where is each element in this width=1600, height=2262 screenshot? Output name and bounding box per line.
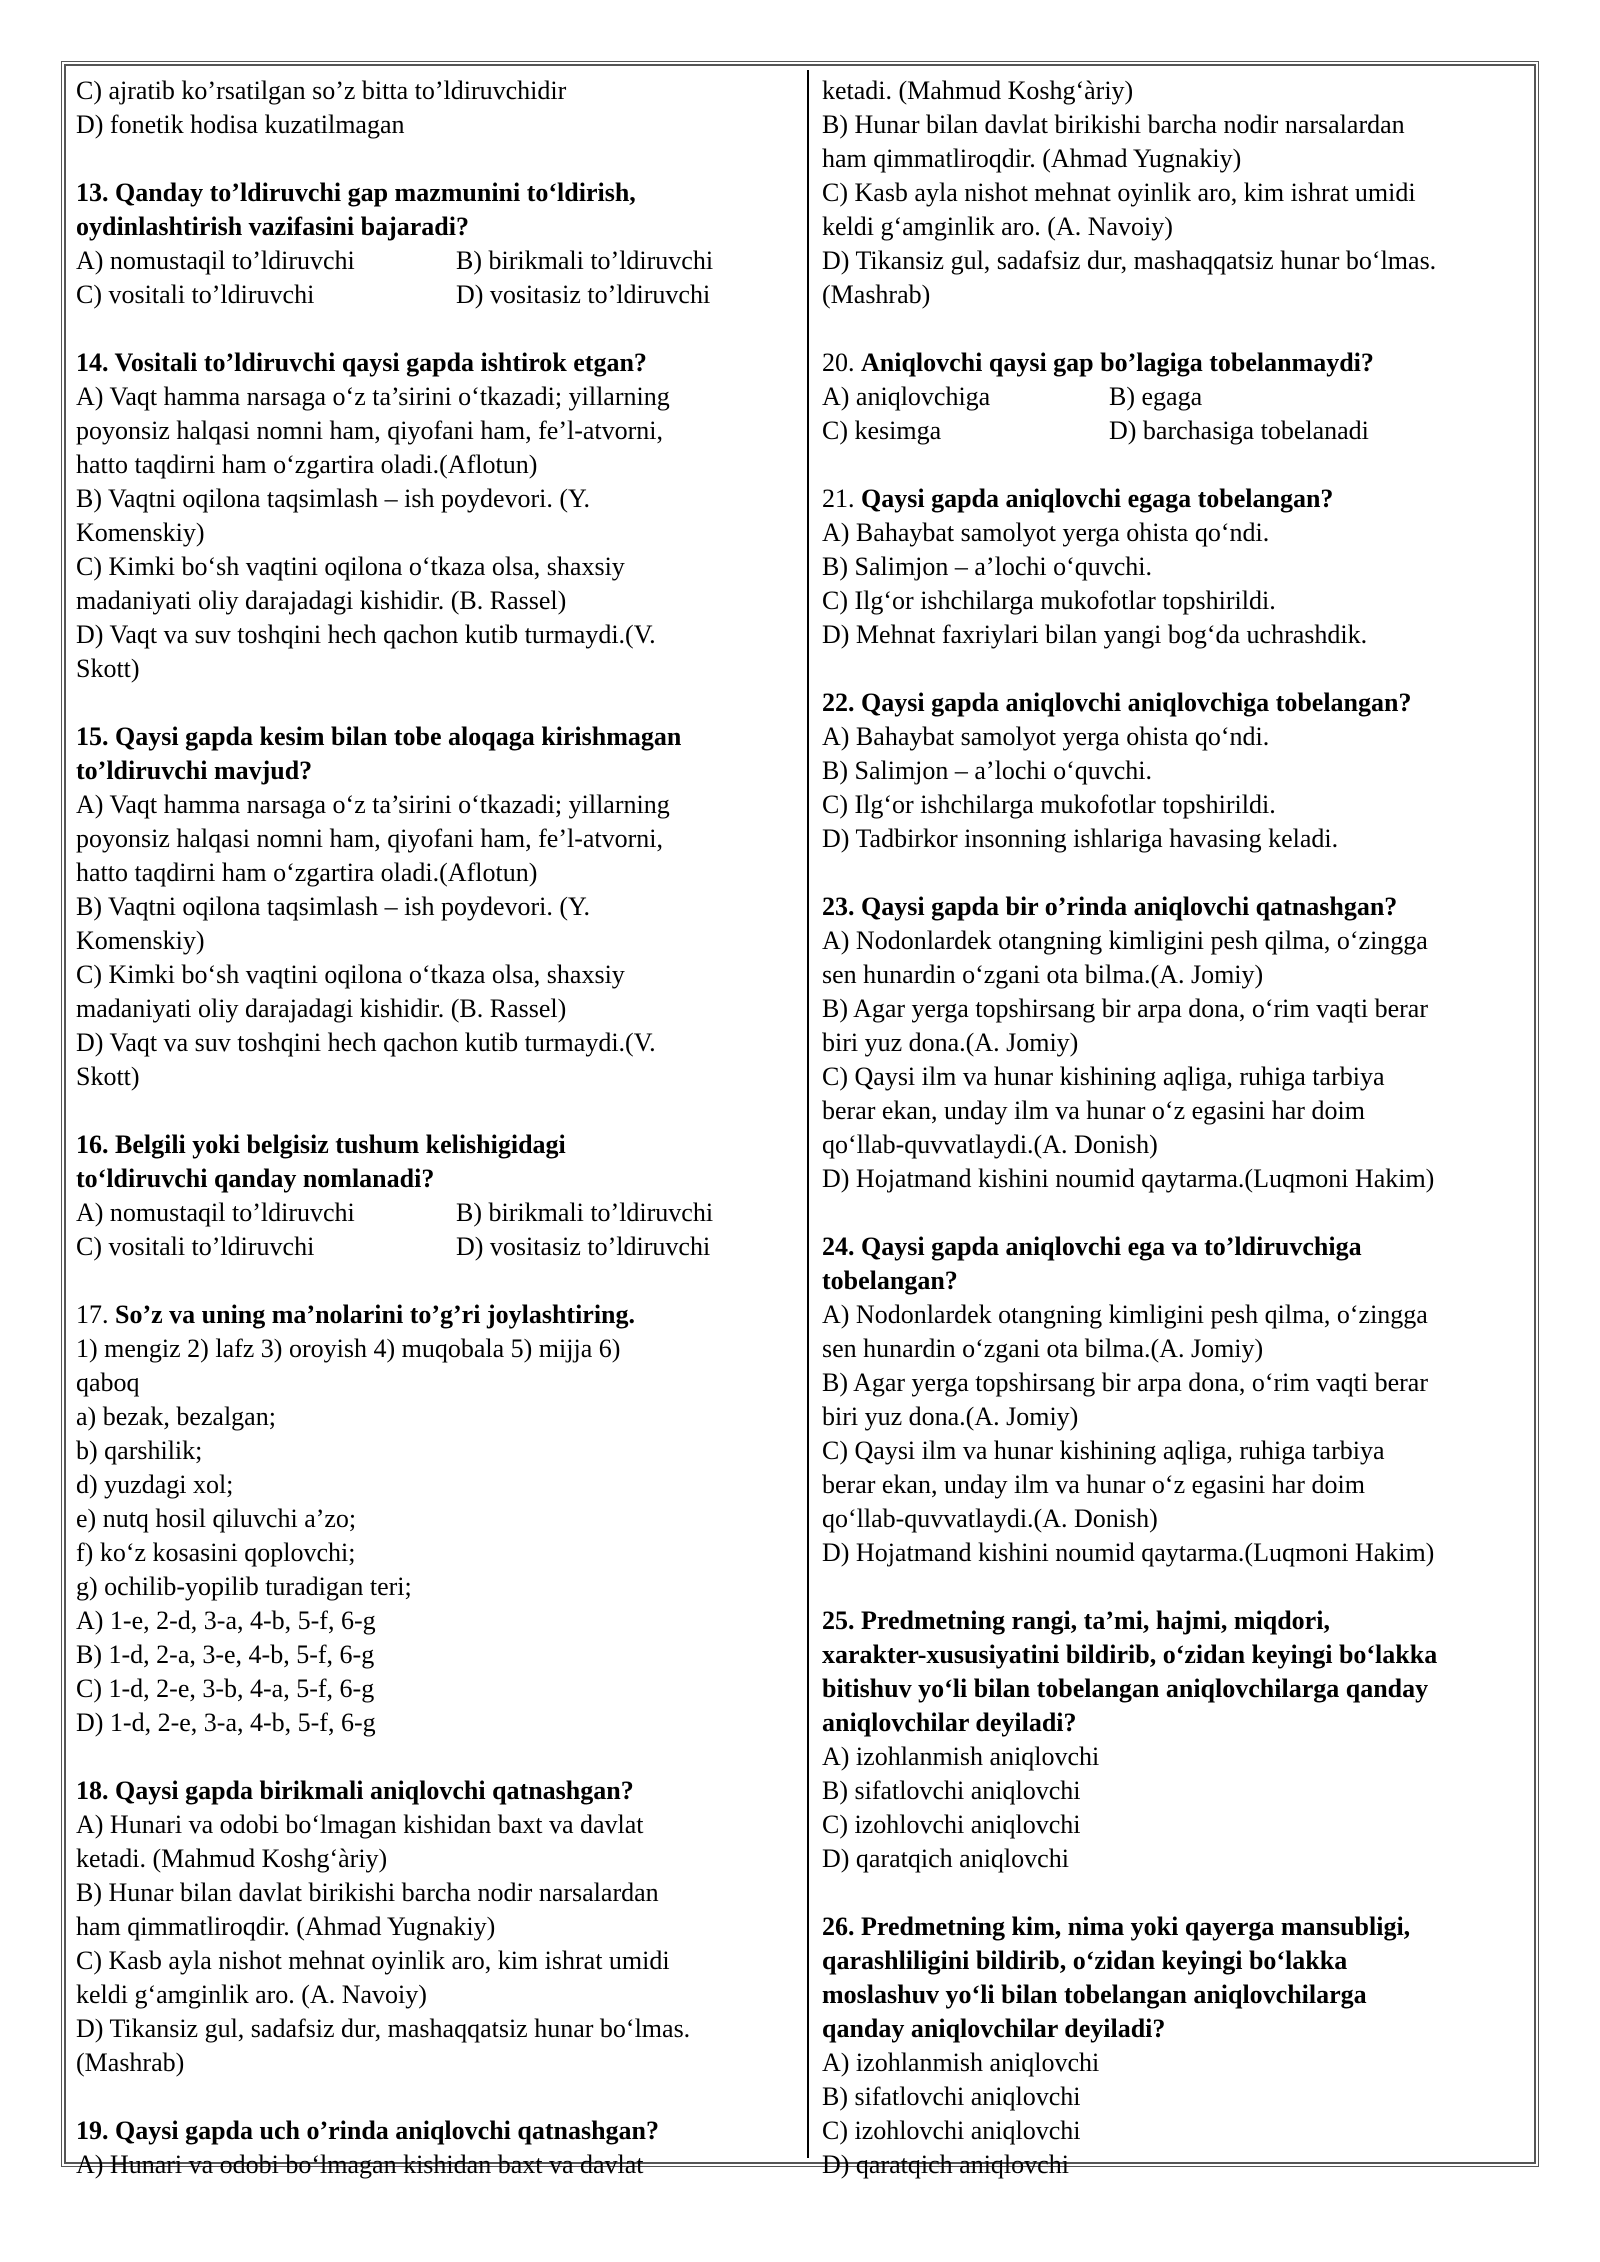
option-line: hatto taqdirni ham o‘zgartira oladi.(Aflotun) xyxy=(76,450,538,479)
option-line: C) Ilg‘or ishchilarga mukofotlar topshirildi. xyxy=(822,586,1276,615)
option-a: A) izohlanmish aniqlovchi xyxy=(822,2048,1100,2077)
option-line: f) ko‘z kosasini qoplovchi; xyxy=(76,1538,356,1567)
option-line: C) Kasb ayla nishot mehnat oyinlik aro, kim ishrat umidi xyxy=(822,178,1416,207)
question-title: moslashuv yo‘li bilan tobelangan aniqlovchilarga xyxy=(822,1980,1367,2009)
option-a: A) izohlanmish aniqlovchi xyxy=(822,1742,1100,1771)
question-text: Qaysi gapda aniqlovchi egaga tobelangan? xyxy=(861,484,1334,513)
left-column xyxy=(76,74,794,2179)
option-line: B) 1-d, 2-a, 3-e, 4-b, 5-f, 6-g xyxy=(76,1640,375,1669)
option-c: C) vositali to’ldiruvchi xyxy=(76,280,315,309)
option-line: qo‘llab-quvvatlaydi.(A. Donish) xyxy=(822,1504,1158,1533)
option-line: C) Qaysi ilm va hunar kishining aqliga, ruhiga tarbiya xyxy=(822,1436,1385,1465)
option-line: B) Agar yerga topshirsang bir arpa dona, o‘rim vaqti berar xyxy=(822,1368,1428,1397)
question-title: 22. Qaysi gapda aniqlovchi aniqlovchiga tobelangan? xyxy=(822,688,1412,717)
option-line: A) 1-e, 2-d, 3-a, 4-b, 5-f, 6-g xyxy=(76,1606,376,1635)
question-19 xyxy=(76,2114,794,2182)
question-title: 26. Predmetning kim, nima yoki qayerga mansubligi, xyxy=(822,1912,1411,1941)
option-line: ham qimmatliroqdir. (Ahmad Yugnakiy) xyxy=(76,1912,496,1941)
option-line: B) Salimjon – a’lochi o‘quvchi. xyxy=(822,552,1153,581)
option-line: D) Tikansiz gul, sadafsiz dur, mashaqqatsiz hunar bo‘lmas. xyxy=(822,246,1437,275)
option-line: B) Hunar bilan davlat birikishi barcha nodir narsalardan xyxy=(76,1878,659,1907)
option-line: biri yuz dona.(A. Jomiy) xyxy=(822,1028,1079,1057)
option-line: berar ekan, unday ilm va hunar o‘z egasini har doim xyxy=(822,1470,1365,1499)
option-line: Komenskiy) xyxy=(76,926,205,955)
option-line: C) Qaysi ilm va hunar kishining aqliga, ruhiga tarbiya xyxy=(822,1062,1385,1091)
option-line: D) Vaqt va suv toshqini hech qachon kutib turmaydi.(V. xyxy=(76,620,656,649)
question-20 xyxy=(822,346,1528,448)
column-divider xyxy=(807,70,809,2158)
option-line: D) Hojatmand kishini noumid qaytarma.(Luqmoni Hakim) xyxy=(822,1164,1435,1193)
option-line: B) Vaqtni oqilona taqsimlash – ish poydevori. (Y. xyxy=(76,892,590,921)
question-title: qarashliligini bildirib, o‘zidan keyingi bo‘lakka xyxy=(822,1946,1348,1975)
option-line: D) 1-d, 2-e, 3-a, 4-b, 5-f, 6-g xyxy=(76,1708,376,1737)
question-title: 23. Qaysi gapda bir o’rinda aniqlovchi qatnashgan? xyxy=(822,892,1398,921)
question-23 xyxy=(822,890,1528,1196)
option-line: ketadi. (Mahmud Koshg‘àriy) xyxy=(76,1844,388,1873)
question-number: 21. xyxy=(822,484,861,513)
option-line: D) Tikansiz gul, sadafsiz dur, mashaqqatsiz hunar bo‘lmas. xyxy=(76,2014,691,2043)
option-a: A) nomustaqil to’ldiruvchi xyxy=(76,1198,355,1227)
question-18 xyxy=(76,1774,794,2080)
option-line: g) ochilib-yopilib turadigan teri; xyxy=(76,1572,412,1601)
option-line: sen hunardin o‘zgani ota bilma.(A. Jomiy) xyxy=(822,1334,1264,1363)
question-title xyxy=(822,346,1528,380)
option-line: keldi g‘amginlik aro. (A. Navoiy) xyxy=(76,1980,427,2009)
question-13 xyxy=(76,176,794,312)
question-title: xarakter-xususiyatini bildirib, o‘zidan keyingi bo‘lakka xyxy=(822,1640,1438,1669)
option-line: A) Hunari va odobi bo‘lmagan kishidan baxt va davlat xyxy=(76,2150,644,2179)
option-line: A) Bahaybat samolyot yerga ohista qo‘ndi. xyxy=(822,518,1270,547)
option-row xyxy=(76,278,794,312)
option-line: (Mashrab) xyxy=(822,280,931,309)
question-22 xyxy=(822,686,1528,856)
option-line: D) Vaqt va suv toshqini hech qachon kutib turmaydi.(V. xyxy=(76,1028,656,1057)
option-line: C) Ilg‘or ishchilarga mukofotlar topshirildi. xyxy=(822,790,1276,819)
question-title: 19. Qaysi gapda uch o’rinda aniqlovchi qatnashgan? xyxy=(76,2116,659,2145)
option-line: madaniyati oliy darajadagi kishidir. (B. Rassel) xyxy=(76,586,567,615)
test-page xyxy=(64,64,1536,2179)
option-d: D) barchasiga tobelanadi xyxy=(1109,416,1369,445)
option-a: A) nomustaqil to’ldiruvchi xyxy=(76,246,355,275)
option-line: qaboq xyxy=(76,1368,140,1397)
option-line: B) Hunar bilan davlat birikishi barcha nodir narsalardan xyxy=(822,110,1405,139)
option-b: B) sifatlovchi aniqlovchi xyxy=(822,2082,1081,2111)
question-title xyxy=(76,1298,794,1332)
question-19-continued xyxy=(822,74,1528,312)
option-line: B) Salimjon – a’lochi o‘quvchi. xyxy=(822,756,1153,785)
option-d: D) vositasiz to’ldiruvchi xyxy=(456,280,711,309)
question-title: 25. Predmetning rangi, ta’mi, hajmi, miqdori, xyxy=(822,1606,1330,1635)
option-line: (Mashrab) xyxy=(76,2048,185,2077)
question-number: 20. xyxy=(822,348,861,377)
question-text: So’z va uning ma’nolarini to’g’ri joylashtiring. xyxy=(115,1300,636,1329)
question-21 xyxy=(822,482,1528,652)
question-title: tobelangan? xyxy=(822,1266,958,1295)
option-row xyxy=(822,380,1528,414)
option-line: ham qimmatliroqdir. (Ahmad Yugnakiy) xyxy=(822,144,1242,173)
option-line: madaniyati oliy darajadagi kishidir. (B. Rassel) xyxy=(76,994,567,1023)
option-line: C) Kasb ayla nishot mehnat oyinlik aro, kim ishrat umidi xyxy=(76,1946,670,1975)
option-c: C) izohlovchi aniqlovchi xyxy=(822,1810,1081,1839)
option-line: biri yuz dona.(A. Jomiy) xyxy=(822,1402,1079,1431)
option-line: e) nutq hosil qiluvchi a’zo; xyxy=(76,1504,357,1533)
question-title: qanday aniqlovchilar deyiladi? xyxy=(822,2014,1166,2043)
option-line: Skott) xyxy=(76,654,140,683)
option-line: Komenskiy) xyxy=(76,518,205,547)
option-line: a) bezak, bezalgan; xyxy=(76,1402,276,1431)
question-14 xyxy=(76,346,794,686)
option-c: C) kesimga xyxy=(822,416,942,445)
option-row xyxy=(76,244,794,278)
option-line: hatto taqdirni ham o‘zgartira oladi.(Aflotun) xyxy=(76,858,538,887)
option-line: poyonsiz halqasi nomni ham, qiyofani ham, fe’l-atvorni, xyxy=(76,416,664,445)
option-line: 1) mengiz 2) lafz 3) oroyish 4) muqobala 5) mijja 6) xyxy=(76,1334,621,1363)
question-title: aniqlovchilar deyiladi? xyxy=(822,1708,1077,1737)
option-line: A) Hunari va odobi bo‘lmagan kishidan baxt va davlat xyxy=(76,1810,644,1839)
option-a: A) aniqlovchiga xyxy=(822,382,991,411)
question-title: 13. Qanday to’ldiruvchi gap mazmunini to‘ldirish, xyxy=(76,178,636,207)
option-d: D) qaratqich aniqlovchi xyxy=(822,2150,1069,2179)
question-16 xyxy=(76,1128,794,1264)
question-title: bitishuv yo‘li bilan tobelangan aniqlovchilarga qanday xyxy=(822,1674,1429,1703)
option-d: D) vositasiz to’ldiruvchi xyxy=(456,1232,711,1261)
option-c: C) ajratib ko’rsatilgan so’z bitta to’ldiruvchidir xyxy=(76,76,567,105)
question-text: Aniqlovchi qaysi gap bo’lagiga tobelanmaydi? xyxy=(861,348,1374,377)
option-line: B) Vaqtni oqilona taqsimlash – ish poydevori. (Y. xyxy=(76,484,590,513)
option-line: A) Vaqt hamma narsaga o‘z ta’sirini o‘tkazadi; yillarning xyxy=(76,790,670,819)
question-title: 16. Belgili yoki belgisiz tushum kelishigidagi xyxy=(76,1130,566,1159)
question-17 xyxy=(76,1298,794,1740)
option-line: keldi g‘amginlik aro. (A. Navoiy) xyxy=(822,212,1173,241)
option-b: B) sifatlovchi aniqlovchi xyxy=(822,1776,1081,1805)
question-26 xyxy=(822,1910,1528,2182)
question-title: oydinlashtirish vazifasini bajaradi? xyxy=(76,212,469,241)
option-line: C) Kimki bo‘sh vaqtini oqilona o‘tkaza olsa, shaxsiy xyxy=(76,960,625,989)
option-d: D) qaratqich aniqlovchi xyxy=(822,1844,1069,1873)
option-line: D) Tadbirkor insonning ishlariga havasing keladi. xyxy=(822,824,1339,853)
option-line: qo‘llab-quvvatlaydi.(A. Donish) xyxy=(822,1130,1158,1159)
option-line: C) 1-d, 2-e, 3-b, 4-a, 5-f, 6-g xyxy=(76,1674,375,1703)
question-title: to’ldiruvchi mavjud? xyxy=(76,756,313,785)
question-title xyxy=(822,482,1528,516)
question-title: 24. Qaysi gapda aniqlovchi ega va to’ldiruvchiga xyxy=(822,1232,1362,1261)
option-line: b) qarshilik; xyxy=(76,1436,203,1465)
option-line: B) Agar yerga topshirsang bir arpa dona, o‘rim vaqti berar xyxy=(822,994,1428,1023)
option-b: B) birikmali to’ldiruvchi xyxy=(456,1198,714,1227)
question-title: 15. Qaysi gapda kesim bilan tobe aloqaga kirishmagan xyxy=(76,722,682,751)
option-line: D) Hojatmand kishini noumid qaytarma.(Luqmoni Hakim) xyxy=(822,1538,1435,1567)
option-c: C) vositali to’ldiruvchi xyxy=(76,1232,315,1261)
question-title: 18. Qaysi gapda birikmali aniqlovchi qatnashgan? xyxy=(76,1776,634,1805)
option-line: sen hunardin o‘zgani ota bilma.(A. Jomiy) xyxy=(822,960,1264,989)
option-b: B) egaga xyxy=(1109,382,1203,411)
option-row xyxy=(76,1230,794,1264)
option-line: d) yuzdagi xol; xyxy=(76,1470,234,1499)
option-row xyxy=(822,414,1528,448)
question-24 xyxy=(822,1230,1528,1570)
option-line: ketadi. (Mahmud Koshg‘àriy) xyxy=(822,76,1134,105)
option-line: D) Mehnat faxriylari bilan yangi bog‘da uchrashdik. xyxy=(822,620,1368,649)
option-d: D) fonetik hodisa kuzatilmagan xyxy=(76,110,405,139)
option-line: A) Nodonlardek otangning kimligini pesh qilma, o‘zingga xyxy=(822,1300,1428,1329)
question-title: 14. Vositali to’ldiruvchi qaysi gapda ishtirok etgan? xyxy=(76,348,647,377)
option-line: berar ekan, unday ilm va hunar o‘z egasini har doim xyxy=(822,1096,1365,1125)
option-line: C) Kimki bo‘sh vaqtini oqilona o‘tkaza olsa, shaxsiy xyxy=(76,552,625,581)
option-line: A) Bahaybat samolyot yerga ohista qo‘ndi. xyxy=(822,722,1270,751)
option-line: A) Vaqt hamma narsaga o‘z ta’sirini o‘tkazadi; yillarning xyxy=(76,382,670,411)
right-column xyxy=(822,74,1528,2179)
option-line: Skott) xyxy=(76,1062,140,1091)
question-title: to‘ldiruvchi qanday nomlanadi? xyxy=(76,1164,435,1193)
option-c: C) izohlovchi aniqlovchi xyxy=(822,2116,1081,2145)
option-row xyxy=(76,1196,794,1230)
option-b: B) birikmali to’ldiruvchi xyxy=(456,246,714,275)
question-15 xyxy=(76,720,794,1094)
option-line: poyonsiz halqasi nomni ham, qiyofani ham, fe’l-atvorni, xyxy=(76,824,664,853)
option-line: A) Nodonlardek otangning kimligini pesh qilma, o‘zingga xyxy=(822,926,1428,955)
question-number: 17. xyxy=(76,1300,115,1329)
question-25 xyxy=(822,1604,1528,1876)
